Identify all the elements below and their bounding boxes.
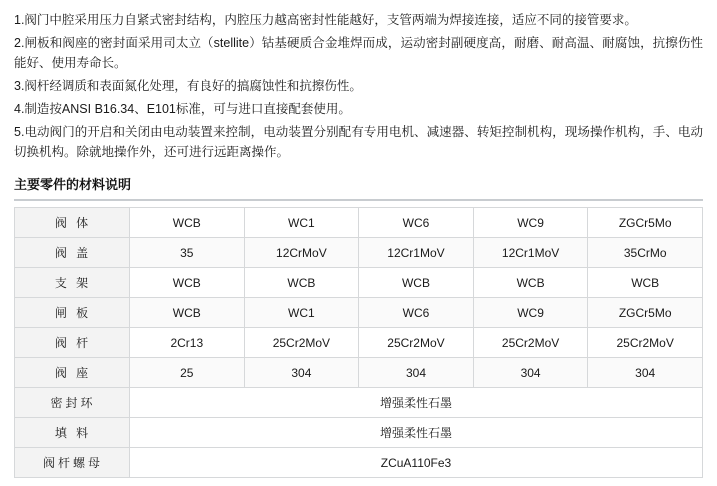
row-cell: ZGCr5Mo [588,298,703,328]
row-cell: WC6 [359,298,474,328]
row-cell: WC6 [359,208,474,238]
row-cell: 304 [588,358,703,388]
row-label: 填 料 [15,418,130,448]
row-cell: WCB [130,208,245,238]
row-cell: WCB [359,268,474,298]
row-cell: 12CrMoV [244,238,359,268]
row-cell: WCB [244,268,359,298]
row-cell-merged: 增强柔性石墨 [130,388,703,418]
table-row [15,238,703,268]
intro-paragraph-2: 2.闸板和阀座的密封面采用司太立（stellite）钴基硬质合金堆焊而成，运动密封副硬度高，耐磨、耐高温、耐腐蚀，抗擦伤性能好、使用寿命长。 [14,36,703,70]
table-row [15,328,703,358]
row-cell: 304 [359,358,474,388]
row-label: 阀 座 [15,358,130,388]
row-cell: WCB [588,268,703,298]
intro-text [14,10,703,162]
row-label: 阀 盖 [15,238,130,268]
row-cell: WC1 [244,208,359,238]
table-row [15,388,703,418]
row-label: 支 架 [15,268,130,298]
row-cell-merged: 增强柔性石墨 [130,418,703,448]
row-cell: WCB [473,268,588,298]
row-cell: 35 [130,238,245,268]
row-cell-merged: ZCuA110Fe3 [130,448,703,478]
table-row [15,418,703,448]
table-row [15,448,703,478]
row-cell: 25Cr2MoV [588,328,703,358]
row-cell: 25Cr2MoV [473,328,588,358]
table-row [15,268,703,298]
intro-paragraph-5: 5.电动阀门的开启和关闭由电动装置来控制，电动装置分别配有专用电机、减速器、转矩控制机构，现场操作机构，手、电动切换机构。除就地操作外，还可进行远距离操作。 [14,125,703,159]
table-row [15,358,703,388]
materials-table [14,207,703,478]
row-cell: 304 [473,358,588,388]
intro-paragraph-3: 3.阀杆经调质和表面氮化处理，有良好的搞腐蚀性和抗擦伤性。 [14,79,362,93]
row-cell: WC9 [473,298,588,328]
row-label: 阀杆螺母 [15,448,130,478]
intro-paragraph-4: 4.制造按ANSI B16.34、E101标准，可与进口直接配套使用。 [14,102,351,116]
row-label: 闸 板 [15,298,130,328]
row-label: 密封环 [15,388,130,418]
row-cell: 2Cr13 [130,328,245,358]
row-cell: WC1 [244,298,359,328]
row-label: 阀 体 [15,208,130,238]
table-row [15,298,703,328]
row-cell: 25Cr2MoV [244,328,359,358]
section-title: 主要零件的材料说明 [14,174,703,201]
row-cell: 25 [130,358,245,388]
row-cell: WC9 [473,208,588,238]
row-label: 阀 杆 [15,328,130,358]
table-row [15,208,703,238]
intro-paragraph-1: 1.阀门中腔采用压力自紧式密封结构，内腔压力越高密封性能越好，支管两端为焊接连接，适应不同的接管要求。 [14,13,637,27]
row-cell: 304 [244,358,359,388]
row-cell: WCB [130,268,245,298]
row-cell: 12Cr1MoV [473,238,588,268]
row-cell: 25Cr2MoV [359,328,474,358]
row-cell: 35CrMo [588,238,703,268]
row-cell: 12Cr1MoV [359,238,474,268]
row-cell: ZGCr5Mo [588,208,703,238]
row-cell: WCB [130,298,245,328]
